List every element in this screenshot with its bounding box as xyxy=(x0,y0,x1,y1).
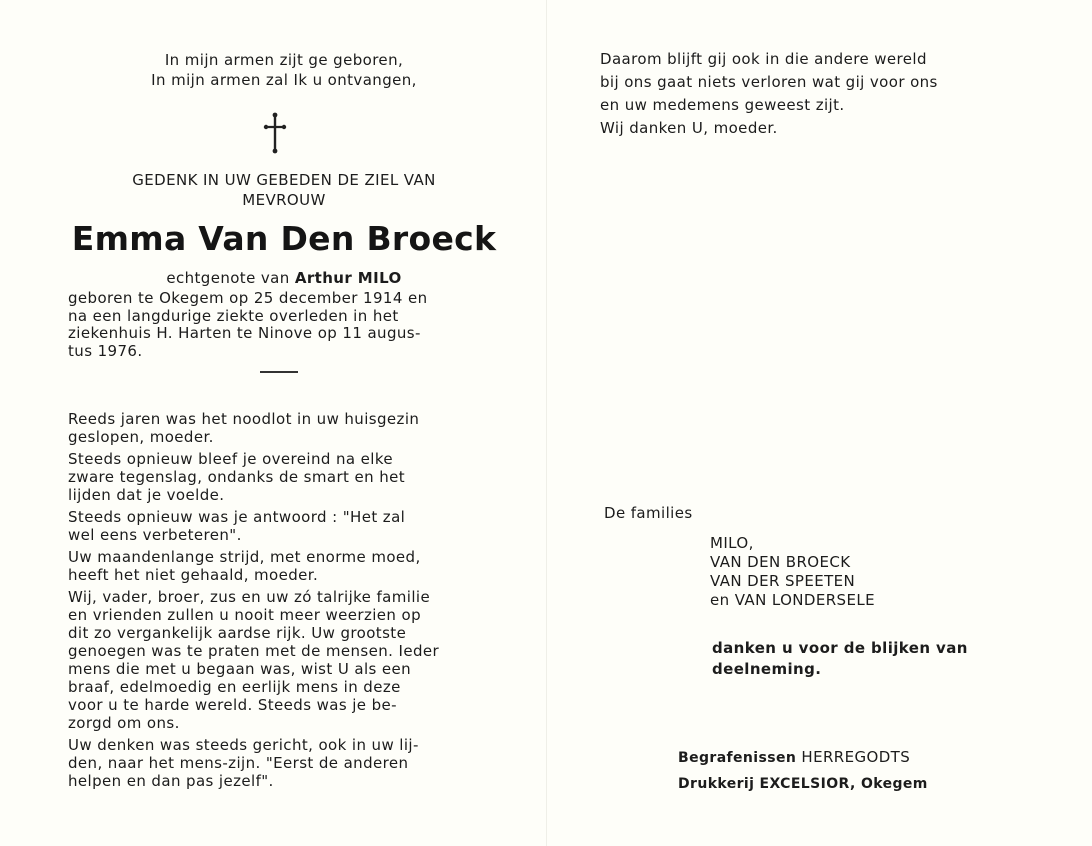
printer-name: EXCELSIOR, Okegem xyxy=(759,776,928,792)
poem-line: wel eens verbeteren". xyxy=(68,526,242,544)
poem-line: Reeds jaren was het noodlot in uw huisgezin xyxy=(68,410,420,428)
opening-verse xyxy=(64,50,504,90)
family-name: en VAN LONDERSELE xyxy=(710,591,875,609)
cross-icon xyxy=(263,112,287,154)
family-name: MILO, xyxy=(710,534,754,552)
poem xyxy=(68,410,498,794)
poem-line: genoegen was te praten met de mensen. Ieder xyxy=(68,642,440,660)
poem-line: Steeds opnieuw was je antwoord : "Het zal xyxy=(68,508,406,526)
poem-paragraph xyxy=(68,410,498,446)
bio-line: tus 1976. xyxy=(68,341,143,360)
poem-line: zware tegenslag, ondanks de smart en het xyxy=(68,468,406,486)
spouse-prefix: echtgenote van xyxy=(166,269,290,287)
verse-line: Daarom blijft gij ook in die andere wereld xyxy=(600,50,927,68)
poem-line: heeft het niet gehaald, moeder. xyxy=(68,566,319,584)
opening-line: In mijn armen zal Ik u ontvangen, xyxy=(151,71,417,89)
printer-label: Drukkerij xyxy=(678,776,755,792)
closing-verse xyxy=(600,48,1040,140)
poem-line: mens die met u begaan was, wist U als een xyxy=(68,660,412,678)
bio-line: na een langdurige ziekte overleden in het xyxy=(68,306,399,325)
poem-paragraph xyxy=(68,450,498,504)
poem-line: dit zo vergankelijk aardse rijk. Uw grootste xyxy=(68,624,407,642)
deceased-name: Emma Van Den Broeck xyxy=(71,219,497,258)
poem-line: voor u te harde wereld. Steeds was je be- xyxy=(68,696,397,714)
poem-line: geslopen, moeder. xyxy=(68,428,214,446)
credits xyxy=(678,745,928,797)
poem-line: helpen en dan pas jezelf". xyxy=(68,772,274,790)
separator xyxy=(260,371,298,373)
poem-line: zorgd om ons. xyxy=(68,714,180,732)
families-label: De families xyxy=(604,504,693,522)
bio-line: ziekenhuis H. Harten te Ninove op 11 augus- xyxy=(68,324,421,342)
verse-line: bij ons gaat niets verloren wat gij voor ons xyxy=(600,73,938,91)
printer-credit xyxy=(678,771,928,797)
bio-line: geboren te Okegem op 25 december 1914 en xyxy=(68,289,428,307)
family-name: VAN DER SPEETEN xyxy=(710,572,856,590)
poem-paragraph xyxy=(68,508,498,544)
verse-line: en uw medemens geweest zijt. xyxy=(600,96,845,114)
poem-paragraph xyxy=(68,588,498,732)
poem-line: den, naar het mens-zijn. "Eerst de anderen xyxy=(68,754,409,772)
poem-line: Steeds opnieuw bleef je overeind na elke xyxy=(68,450,394,468)
poem-paragraph xyxy=(68,548,498,584)
family-names xyxy=(710,534,875,610)
spouse-line xyxy=(64,268,504,288)
poem-line: Wij, vader, broer, zus en uw zó talrijke familie xyxy=(68,588,431,606)
fold-line xyxy=(546,0,547,846)
poem-line: Uw maandenlange strijd, met enorme moed, xyxy=(68,548,421,566)
opening-line: In mijn armen zijt ge geboren, xyxy=(164,51,404,69)
verse-line: Wij danken U, moeder. xyxy=(600,119,778,137)
funeral-credit xyxy=(678,745,928,771)
heading-line: MEVROUW xyxy=(242,191,326,209)
thanks-line: danken u voor de blijken van xyxy=(712,639,968,657)
biography xyxy=(68,290,498,360)
poem-paragraph xyxy=(68,736,498,790)
thanks-message xyxy=(712,638,968,680)
spouse-name: Arthur MILO xyxy=(294,269,402,287)
family-name: VAN DEN BROECK xyxy=(710,553,851,571)
funeral-name: HERREGODTS xyxy=(801,748,911,766)
heading-line: GEDENK IN UW GEBEDEN DE ZIEL VAN xyxy=(132,171,436,189)
poem-line: lijden dat je voelde. xyxy=(68,486,225,504)
poem-line: braaf, edelmoedig en eerlijk mens in deze xyxy=(68,678,401,696)
funeral-label: Begrafenissen xyxy=(678,750,797,766)
poem-line: en vrienden zullen u nooit meer weerzien op xyxy=(68,606,421,624)
remembrance-heading xyxy=(64,170,504,210)
thanks-line: deelneming. xyxy=(712,660,822,678)
poem-line: Uw denken was steeds gericht, ook in uw lij- xyxy=(68,736,419,754)
